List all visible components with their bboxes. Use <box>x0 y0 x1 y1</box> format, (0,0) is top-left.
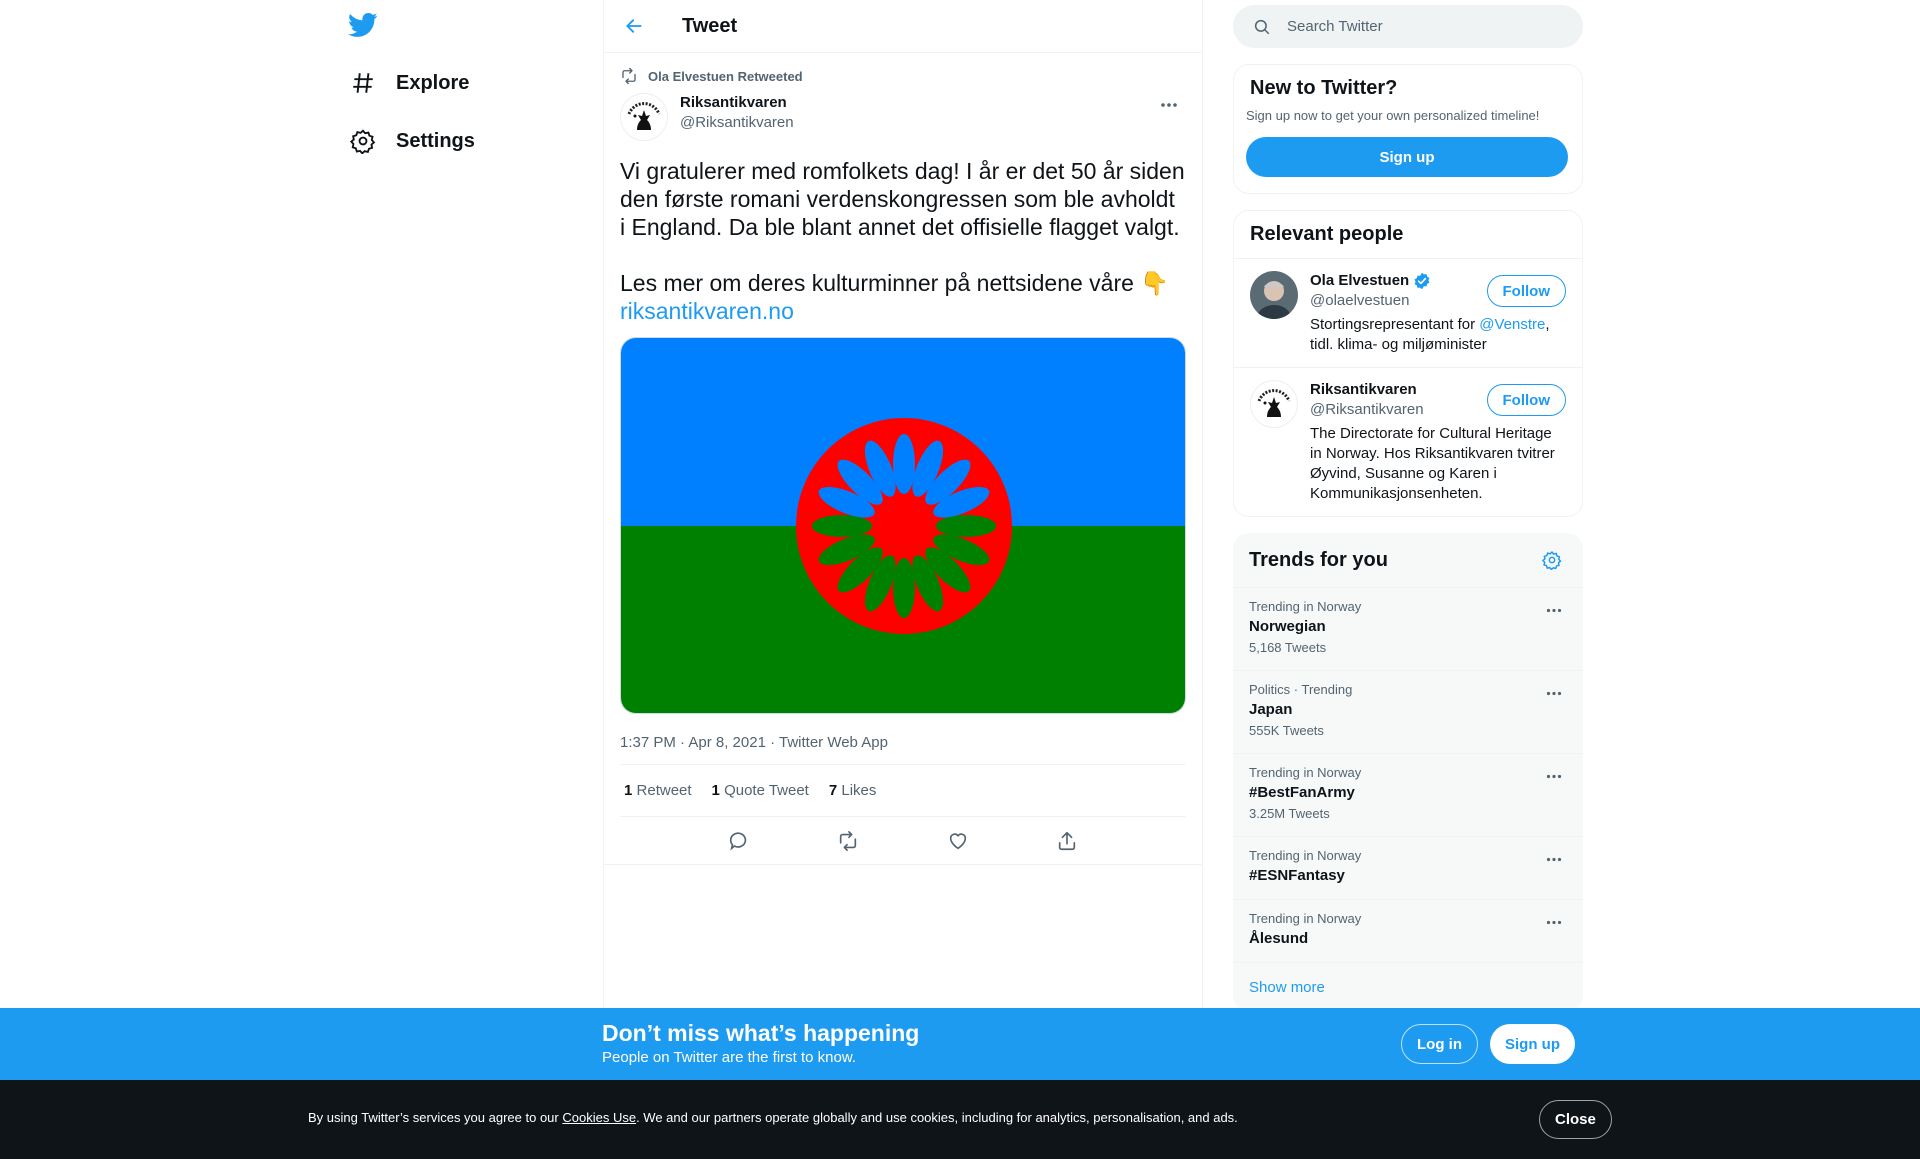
page-title: Tweet <box>682 14 738 37</box>
right-sidebar <box>1233 0 1583 1012</box>
trend-count: 555K Tweets <box>1249 723 1324 738</box>
trends-title: Trends for you <box>1249 548 1388 571</box>
likes-count[interactable]: 7 Likes <box>828 782 877 799</box>
tweet-stats <box>620 764 1186 817</box>
bottom-bar-title: Don’t miss what’s happening <box>602 1020 920 1046</box>
person-bio: The Directorate for Cultural Heritage in Norway. Hos Riksantikvaren tvitrer Øyvind, Susanne og Karen i Kommunikasjonsenheten. <box>1310 425 1555 502</box>
mention-link[interactable]: @Venstre <box>1479 316 1546 333</box>
header <box>604 0 1202 53</box>
riksantikvaren-seal-icon <box>1251 381 1297 427</box>
trend-context: Trending in Norway <box>1249 599 1362 614</box>
relevant-people-title: Relevant people <box>1250 223 1404 245</box>
back-button[interactable] <box>616 8 652 44</box>
retweet-indicator <box>620 53 1186 93</box>
reply-icon <box>728 830 750 852</box>
person-bio: Stortingsrepresentant for @Venstre, tidl. klima- og miljøminister <box>1310 316 1550 353</box>
signup-bottom-bar <box>0 1008 1920 1080</box>
like-button[interactable] <box>940 823 976 859</box>
riksantikvaren-seal-icon <box>621 94 667 140</box>
trend-item[interactable] <box>1233 587 1583 670</box>
search-box[interactable] <box>1233 5 1583 48</box>
new-to-twitter-card <box>1233 64 1583 194</box>
cookie-text: By using Twitter’s services you agree to our Cookies Use. We and our partners operate globally and use cookies, including for analytics, personalisation, and ads. <box>308 1110 1238 1125</box>
person-photo-icon <box>1250 271 1298 319</box>
person-handle[interactable]: @olaelvestuen <box>1310 292 1410 309</box>
tweet-media[interactable] <box>620 337 1186 714</box>
tweet-author <box>620 93 1186 145</box>
heart-icon <box>947 830 969 852</box>
trend-item[interactable] <box>1233 899 1583 962</box>
login-button[interactable]: Log in <box>1401 1024 1478 1064</box>
nav-explore[interactable] <box>348 58 469 108</box>
retweet-count[interactable]: 1 Retweet <box>624 782 692 799</box>
person-ola-elvestuen[interactable] <box>1234 258 1582 367</box>
nav-settings-label: Settings <box>396 129 475 152</box>
cookie-close-button[interactable]: Close <box>1539 1100 1612 1139</box>
retweet-icon <box>837 830 859 852</box>
more-dots-icon <box>1546 920 1562 925</box>
more-dots-icon <box>1546 774 1562 779</box>
more-dots-icon <box>1546 857 1562 862</box>
tweet-more-button[interactable] <box>1152 93 1186 117</box>
trend-more-button[interactable] <box>1539 764 1569 788</box>
hashtag-icon <box>348 68 378 98</box>
trend-context: Politics · Trending <box>1249 682 1353 697</box>
trend-count: 5,168 Tweets <box>1249 640 1327 655</box>
person-riksantikvaren[interactable] <box>1234 367 1582 516</box>
signup-button[interactable]: Sign up <box>1490 1024 1575 1064</box>
trend-item[interactable] <box>1233 670 1583 753</box>
trend-item[interactable] <box>1233 836 1583 899</box>
trend-context: Trending in Norway <box>1249 765 1362 780</box>
trends-settings-button[interactable] <box>1537 545 1567 575</box>
author-name[interactable]: Riksantikvaren <box>680 94 787 111</box>
nav-settings[interactable] <box>348 116 475 166</box>
more-dots-icon <box>1160 102 1178 108</box>
tweet-actions <box>604 817 1202 865</box>
share-icon <box>1056 830 1078 852</box>
trend-context: Trending in Norway <box>1249 848 1362 863</box>
follow-button[interactable]: Follow <box>1487 384 1567 416</box>
trend-more-button[interactable] <box>1539 598 1569 622</box>
trend-item[interactable] <box>1233 753 1583 836</box>
tweet-timestamp[interactable]: 1:37 PM · Apr 8, 2021 · Twitter Web App <box>620 734 888 751</box>
reply-button[interactable] <box>721 823 757 859</box>
avatar[interactable] <box>1250 380 1298 428</box>
back-arrow-icon <box>624 16 644 36</box>
person-name[interactable]: Riksantikvaren <box>1310 381 1417 398</box>
author-avatar[interactable] <box>620 93 668 141</box>
search-input[interactable] <box>1287 18 1557 35</box>
search-icon <box>1253 18 1271 36</box>
trend-count: 3.25M Tweets <box>1249 806 1330 821</box>
more-dots-icon <box>1546 608 1562 613</box>
bottom-bar-subtitle: People on Twitter are the first to know. <box>602 1049 857 1066</box>
main-column <box>603 0 1203 1010</box>
nav-explore-label: Explore <box>396 71 470 94</box>
trend-name: #BestFanArmy <box>1249 784 1355 801</box>
trend-context: Trending in Norway <box>1249 911 1362 926</box>
twitter-logo-icon[interactable] <box>348 10 384 46</box>
retweet-button[interactable] <box>830 823 866 859</box>
tweet-text: Vi gratulerer med romfolkets dag! I år er det 50 år siden den første romani verdenskongressen som ble avholdt i England. Da ble blant annet det offisielle flagget valgt. Les mer om deres kulturminner på nettsidene våre 👇 <box>620 158 1185 296</box>
author-handle[interactable]: @Riksantikvaren <box>680 114 794 131</box>
romani-flag-image <box>621 338 1186 714</box>
trend-name: Ålesund <box>1249 930 1309 947</box>
cookies-use-link[interactable]: Cookies Use <box>562 1110 637 1125</box>
quote-tweet-count[interactable]: 1 Quote Tweet <box>711 782 809 799</box>
person-name[interactable]: Ola Elvestuen <box>1310 272 1410 289</box>
trend-more-button[interactable] <box>1539 681 1569 705</box>
trend-more-button[interactable] <box>1539 910 1569 934</box>
retweet-small-icon <box>620 67 638 85</box>
person-handle[interactable]: @Riksantikvaren <box>1310 401 1424 418</box>
gear-icon <box>1542 550 1562 570</box>
show-more-link[interactable]: Show more <box>1233 962 1583 1012</box>
follow-button[interactable]: Follow <box>1487 275 1567 307</box>
trend-name: Norwegian <box>1249 618 1326 635</box>
more-dots-icon <box>1546 691 1562 696</box>
trend-name: #ESNFantasy <box>1249 867 1345 884</box>
new-to-twitter-subtitle: Sign up now to get your own personalized timeline! <box>1246 108 1540 123</box>
trend-name: Japan <box>1249 701 1293 718</box>
relevant-people-card <box>1233 210 1583 517</box>
sidebar-signup-button[interactable]: Sign up <box>1246 137 1568 177</box>
tweet-link[interactable]: riksantikvaren.no <box>620 298 794 324</box>
avatar[interactable] <box>1250 271 1298 319</box>
gear-icon <box>348 126 378 156</box>
trend-more-button[interactable] <box>1539 847 1569 871</box>
tweet <box>604 53 1202 865</box>
retweeted-by-label[interactable]: Ola Elvestuen Retweeted <box>648 68 803 84</box>
trends-card <box>1233 533 1583 1012</box>
new-to-twitter-title: New to Twitter? <box>1250 77 1398 99</box>
cookie-banner <box>0 1080 1920 1159</box>
verified-badge-icon <box>1413 272 1431 290</box>
share-button[interactable] <box>1049 823 1085 859</box>
